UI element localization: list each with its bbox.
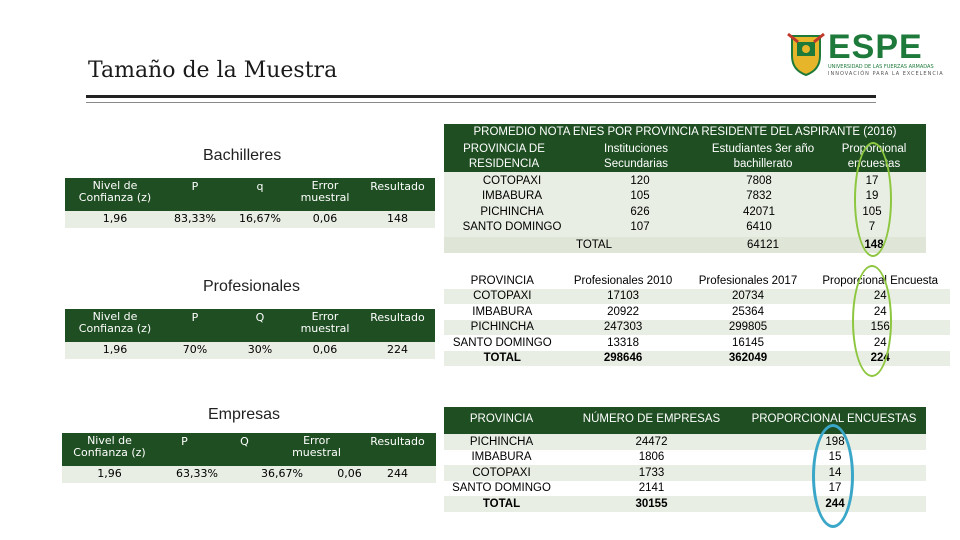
header-cell: Error muestral bbox=[300, 179, 350, 204]
table-cell: 24 bbox=[873, 290, 887, 303]
value-cell: 0,06 bbox=[312, 212, 338, 225]
table-cell: 7808 bbox=[746, 174, 772, 187]
header-cell: Resultado bbox=[370, 180, 425, 193]
table-cell: 24 bbox=[873, 305, 887, 318]
table-cell: COTOPAXI bbox=[472, 466, 531, 479]
table-cell: SANTO DOMINGO bbox=[452, 482, 551, 495]
table-cell: COTOPAXI bbox=[482, 174, 542, 187]
header-cell: Instituciones Secundarias bbox=[604, 143, 668, 170]
header-cell: PROVINCIA bbox=[469, 413, 534, 425]
table-row bbox=[444, 450, 926, 466]
profesionales-values-row bbox=[65, 343, 435, 357]
table-cell: 7 bbox=[868, 221, 876, 234]
header-cell: PROPORCIONAL ENCUESTAS bbox=[751, 413, 917, 425]
value-cell: 1,96 bbox=[102, 343, 128, 356]
header-cell: PROVINCIA bbox=[470, 274, 534, 287]
table-cell: 1733 bbox=[638, 466, 665, 479]
table-cell: SANTO DOMINGO bbox=[452, 336, 552, 349]
table-cell: 24472 bbox=[635, 435, 668, 448]
value-cell: 83,33% bbox=[174, 212, 216, 225]
total-students: 64121 bbox=[747, 239, 779, 251]
header-cell: Resultado bbox=[370, 311, 425, 324]
title-divider bbox=[86, 95, 876, 98]
table-row bbox=[444, 434, 926, 450]
promedio-table-title: PROMEDIO NOTA ENES POR PROVINCIA RESIDENTE DEL ASPIRANTE (2016) bbox=[473, 126, 897, 138]
header-cell: Error muestral bbox=[300, 310, 350, 335]
bachilleres-values-row bbox=[65, 212, 435, 226]
header-cell: Resultado bbox=[370, 435, 425, 448]
total-encuestas: 148 bbox=[864, 239, 884, 251]
table-cell: 25364 bbox=[732, 305, 764, 318]
table-cell: 120 bbox=[630, 174, 650, 187]
table-cell: 156 bbox=[870, 321, 890, 334]
value-cell: 36,67% bbox=[261, 467, 303, 480]
table-cell: 16145 bbox=[732, 336, 764, 349]
table-row bbox=[444, 220, 926, 236]
empresas-values-row bbox=[62, 467, 436, 481]
table-cell: 247303 bbox=[603, 321, 643, 334]
table-cell: 13318 bbox=[607, 336, 640, 349]
table-cell: PICHINCHA bbox=[469, 435, 534, 448]
table-total-row bbox=[444, 496, 926, 512]
value-cell: 63,33% bbox=[176, 467, 218, 480]
total-cell: TOTAL bbox=[483, 352, 521, 365]
header-cell: Profesionales 2010 bbox=[573, 274, 673, 287]
table-cell: 299805 bbox=[728, 321, 768, 334]
table-cell: 14 bbox=[828, 466, 842, 479]
title-divider-thin bbox=[86, 102, 876, 103]
header-cell: P bbox=[191, 180, 199, 193]
logo-subtitle: UNIVERSIDAD DE LAS FUERZAS ARMADAS bbox=[828, 64, 934, 70]
header-cell: Nivel de Confianza (z) bbox=[78, 310, 152, 335]
header-cell: Q bbox=[240, 435, 249, 448]
table-cell: 107 bbox=[630, 221, 650, 234]
section-label-empresas: Empresas bbox=[208, 406, 281, 423]
table-cell: 105 bbox=[862, 205, 882, 218]
table-cell: 20734 bbox=[732, 290, 764, 303]
total-cell: TOTAL bbox=[482, 497, 521, 510]
header-cell: Q bbox=[255, 311, 265, 324]
header-cell: Proporcional Encuesta bbox=[822, 274, 939, 287]
header-cell: P bbox=[191, 311, 199, 324]
table-cell: 17 bbox=[828, 482, 842, 495]
section-label-bachilleres: Bachilleres bbox=[203, 147, 282, 164]
table-cell: 7832 bbox=[746, 190, 772, 203]
table-cell: 17 bbox=[865, 174, 879, 187]
total-cell: 224 bbox=[870, 352, 890, 365]
total-cell: 30155 bbox=[635, 497, 668, 510]
logo-tagline: INNOVACIÓN PARA LA EXCELENCIA bbox=[828, 71, 944, 77]
table-cell: COTOPAXI bbox=[473, 290, 532, 303]
table-cell: IMBABURA bbox=[471, 451, 532, 464]
header-cell: Profesionales 2017 bbox=[698, 274, 798, 287]
highlight-ring-blue bbox=[812, 424, 854, 528]
header-cell: q bbox=[256, 180, 264, 193]
section-label-profesionales: Profesionales bbox=[203, 278, 300, 295]
university-crest-icon bbox=[786, 30, 826, 76]
table-cell: IMBABURA bbox=[481, 190, 543, 203]
value-cell: 0,06 bbox=[337, 467, 362, 480]
table-cell: 20922 bbox=[607, 305, 640, 318]
logo-wordmark: ESPE bbox=[828, 28, 923, 66]
total-cell: 298646 bbox=[603, 352, 643, 365]
header-cell: Nivel de Confianza (z) bbox=[78, 179, 152, 204]
value-cell: 16,67% bbox=[239, 212, 281, 225]
table-cell: 6410 bbox=[746, 221, 772, 234]
table-cell: 1806 bbox=[638, 451, 665, 464]
total-cell: 362049 bbox=[728, 352, 768, 365]
table-cell: 626 bbox=[630, 205, 650, 218]
header-cell: Nivel de Confianza (z) bbox=[73, 434, 146, 459]
table-cell: 2141 bbox=[638, 482, 665, 495]
header-cell: PROVINCIA DE RESIDENCIA bbox=[463, 143, 545, 170]
value-cell: 30% bbox=[247, 343, 273, 356]
value-cell: 1,96 bbox=[97, 467, 122, 480]
promedio-headers-row bbox=[444, 142, 926, 172]
table-cell: 17103 bbox=[607, 290, 640, 303]
table-cell: PICHINCHA bbox=[480, 205, 544, 218]
total-cell: 244 bbox=[825, 497, 845, 510]
table-cell: 15 bbox=[828, 451, 842, 464]
table-cell: IMBABURA bbox=[472, 305, 533, 318]
highlight-ring-green bbox=[854, 142, 892, 257]
espe-logo bbox=[786, 28, 944, 80]
table-cell: 19 bbox=[865, 190, 879, 203]
table-cell: PICHINCHA bbox=[470, 321, 534, 334]
header-cell: Proporcional encuestas bbox=[841, 143, 907, 170]
header-cell: Error muestral bbox=[292, 434, 341, 459]
table-cell: 42071 bbox=[743, 205, 775, 218]
table-cell: 198 bbox=[825, 435, 845, 448]
value-cell: 224 bbox=[387, 343, 408, 356]
value-cell: 244 bbox=[387, 467, 408, 480]
header-cell: P bbox=[181, 435, 188, 448]
value-cell: 148 bbox=[387, 212, 408, 225]
highlight-ring-green bbox=[852, 265, 892, 377]
value-cell: 0,06 bbox=[312, 343, 338, 356]
page-title: Tamaño de la Muestra bbox=[88, 58, 338, 83]
value-cell: 1,96 bbox=[102, 212, 128, 225]
value-cell: 70% bbox=[182, 343, 208, 356]
header-cell: Estudiantes 3er año bachillerato bbox=[711, 143, 815, 170]
total-label: TOTAL bbox=[576, 239, 612, 251]
table-cell: 24 bbox=[873, 336, 887, 349]
table-cell: 105 bbox=[630, 190, 650, 203]
table-cell: SANTO DOMINGO bbox=[462, 221, 562, 234]
header-cell: NÚMERO DE EMPRESAS bbox=[582, 413, 721, 425]
